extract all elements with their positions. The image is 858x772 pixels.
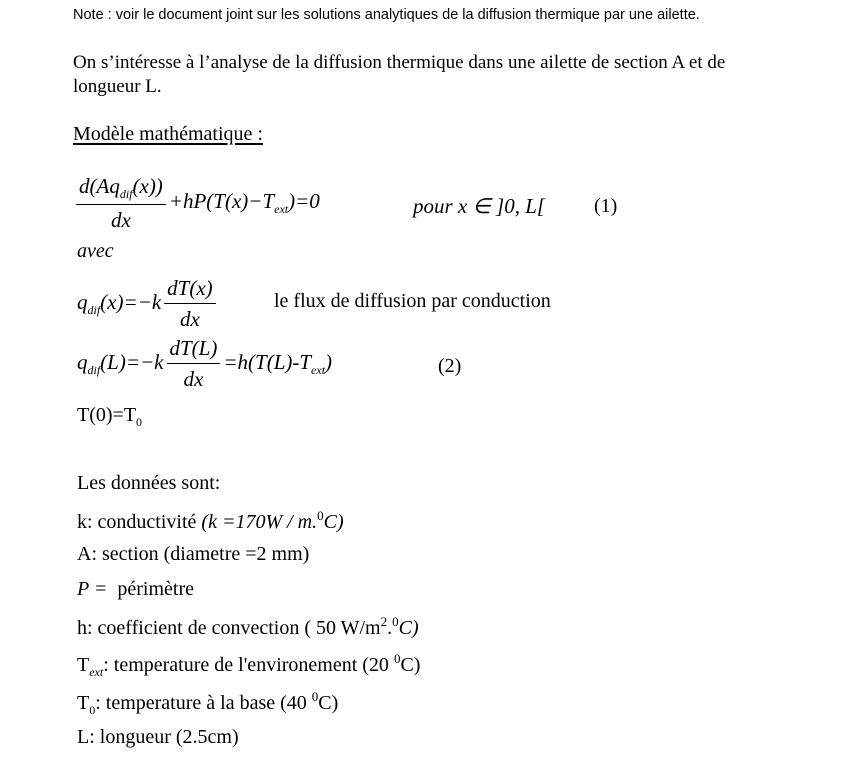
data-P: P = périmètre	[77, 578, 194, 600]
intro-line-2: longueur L.	[73, 76, 162, 97]
boundary-condition: $T(0)=T_0$	[77, 404, 143, 429]
eq2-fraction: $\frac{dT(L)}{dx}$	[167, 336, 221, 392]
eq1-fraction: $\frac{d(Aq_{dif}(x))}{dx}$	[76, 174, 166, 233]
eq1-number: (1)	[594, 195, 618, 217]
equation-2: $q_{dif}(L)=-k$ $\frac{dT(L)}{dx}$ $=h(T(L)-T_{ext})$	[77, 336, 333, 391]
intro-line-1: On s’intéresse à l’analyse de la diffusion thermique dans une ailette de section A et de	[73, 52, 726, 73]
equation-flux: $q_{dif}(x)=-k$ $\frac{dT(x)}{dx}$	[77, 276, 219, 332]
equation-1: $\frac{d(Aq_{dif}(x))}{dx}$ $+hP(T(x)-T_{ext})=0$	[73, 174, 320, 233]
flux-fraction: $\frac{dT(x)}{dx}$	[164, 276, 216, 332]
note-text: Note : voir le document joint sur les solutions analytiques de la diffusion thermique par une ailette.	[73, 7, 700, 23]
section-heading: Modèle mathématique :	[73, 123, 263, 145]
flux-description: le flux de diffusion par conduction	[274, 290, 551, 312]
data-h: h: coefficient de convection ( 50 $W/m^2.^0C$)	[77, 614, 419, 639]
data-A: A: section (diametre =2 mm)	[77, 543, 310, 565]
data-Text: $T_{ext}$: temperature de l'environement (20 $^0$C)	[77, 651, 421, 679]
avec-label: avec	[77, 240, 114, 262]
data-T0: $T_0$: temperature à la base (40 $^0$C)	[77, 689, 339, 717]
data-L: L: longueur (2.5cm)	[77, 726, 239, 748]
eq2-number: (2)	[438, 355, 462, 377]
data-k: k: conductivité (k =170W / m.$^0$C)	[77, 508, 344, 533]
eq1-domain: pour x ∈ ]0, L[	[413, 194, 546, 218]
data-title: Les données sont:	[77, 472, 221, 494]
